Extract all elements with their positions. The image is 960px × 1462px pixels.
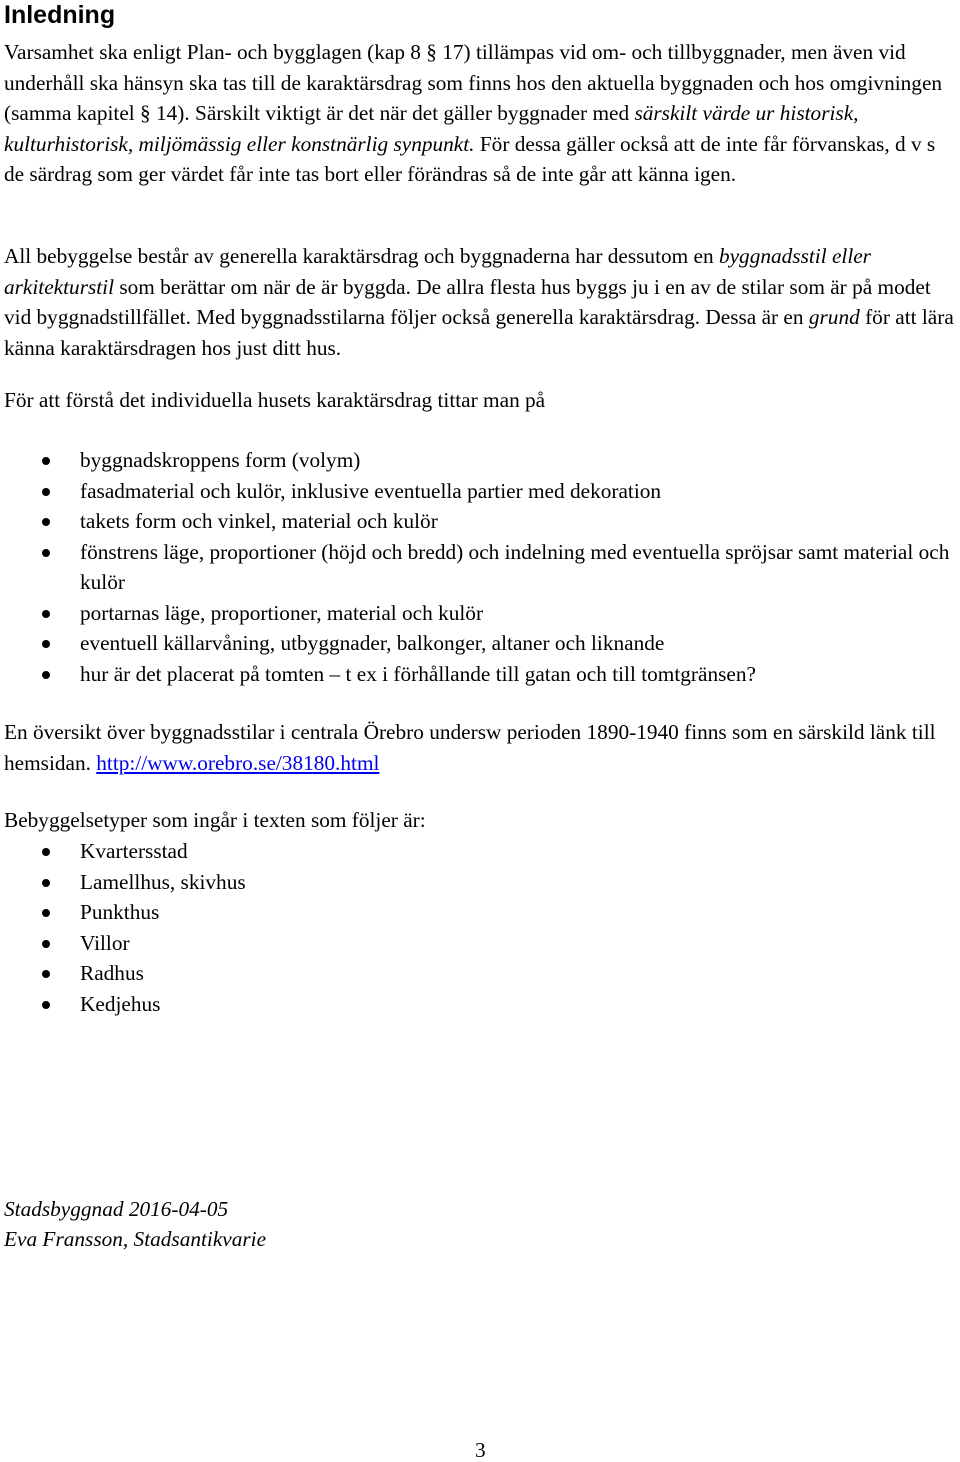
overview-text: En översikt över byggnadsstilar i centrala Örebro undersw perioden 1890-1940 finns som en särskild länk till hemsidan. xyxy=(4,720,936,775)
list-item: Punkthus xyxy=(0,897,956,928)
style-text-italic: byggnadsstil eller arkitekturstil xyxy=(4,244,871,299)
signature-date: Stadsbyggnad 2016-04-05 xyxy=(4,1197,229,1221)
list-item: eventuell källarvåning, utbyggnader, balkonger, altaner och liknande xyxy=(0,628,956,659)
list-item: fasadmaterial och kulör, inklusive eventuella partier med dekoration xyxy=(0,476,956,507)
page-number: 3 xyxy=(475,1438,486,1462)
characteristics-list xyxy=(0,445,956,689)
list-item: takets form och vinkel, material och kulör xyxy=(0,506,956,537)
list-item: Villor xyxy=(0,928,956,959)
section-heading: Inledning xyxy=(4,1,116,29)
style-text-c: som berättar om när de är byggda. De allra flesta hus byggs ju i en av de stilar som är på modet vid byggnadstillfället. Med byggnadsstilarna följer också generella karaktärsdrag. Dessa är en xyxy=(4,274,931,329)
list-item: hur är det placerat på tomten – t ex i förhållande till gatan och till tomtgränsen? xyxy=(0,659,956,690)
list-item: Kvartersstad xyxy=(0,836,956,867)
list-item: Radhus xyxy=(0,958,956,989)
list-item: Lamellhus, skivhus xyxy=(0,867,956,898)
list-item: Kedjehus xyxy=(0,989,956,1020)
style-text-e: för att lära känna karaktärsdragen hos just ditt hus. xyxy=(4,305,954,360)
overview-paragraph xyxy=(4,717,956,778)
intro-paragraph xyxy=(4,37,956,190)
intro-text-a: Varsamhet ska enligt Plan- och bygglagen (kap 8 § 17) tillämpas vid om- och tillbyggnader, men även vid underhåll ska hänsyn ska tas till de karaktärsdrag som finns hos den aktuella byggnaden och hos omgivningen (samma kapitel § 14). Särskilt viktigt är det när det gäller byggnader med xyxy=(4,40,943,125)
style-text-a: All bebyggelse består av generella karaktärsdrag och byggnaderna har dessutom en xyxy=(4,244,719,268)
list-item: portarnas läge, proportioner, material och kulör xyxy=(0,598,956,629)
signature-author: Eva Fransson, Stadsantikvarie xyxy=(4,1227,267,1251)
building-types-intro: Bebyggelsetyper som ingår i texten som följer är: xyxy=(4,808,426,832)
building-types-list xyxy=(0,836,956,1019)
intro-text-c: För dessa gäller också att de inte får förvanskas, d v s de särdrag som ger värdet får inte tas bort eller förändras så de inte går att känna igen. xyxy=(4,131,936,186)
list-item: fönstrens läge, proportioner (höjd och bredd) och indelning med eventuella spröjsar samt material och kulör xyxy=(0,537,956,598)
style-text-grund: grund xyxy=(808,305,860,329)
list-item: byggnadskroppens form (volym) xyxy=(0,445,956,476)
style-paragraph xyxy=(4,241,956,363)
characteristics-intro: För att förstå det individuella husets karaktärsdrag tittar man på xyxy=(4,388,546,412)
overview-link[interactable]: http://www.orebro.se/38180.html xyxy=(96,750,380,775)
intro-text-italic: särskilt värde ur historisk, kulturhistorisk, miljömässig eller konstnärlig synpunkt. xyxy=(4,101,859,156)
